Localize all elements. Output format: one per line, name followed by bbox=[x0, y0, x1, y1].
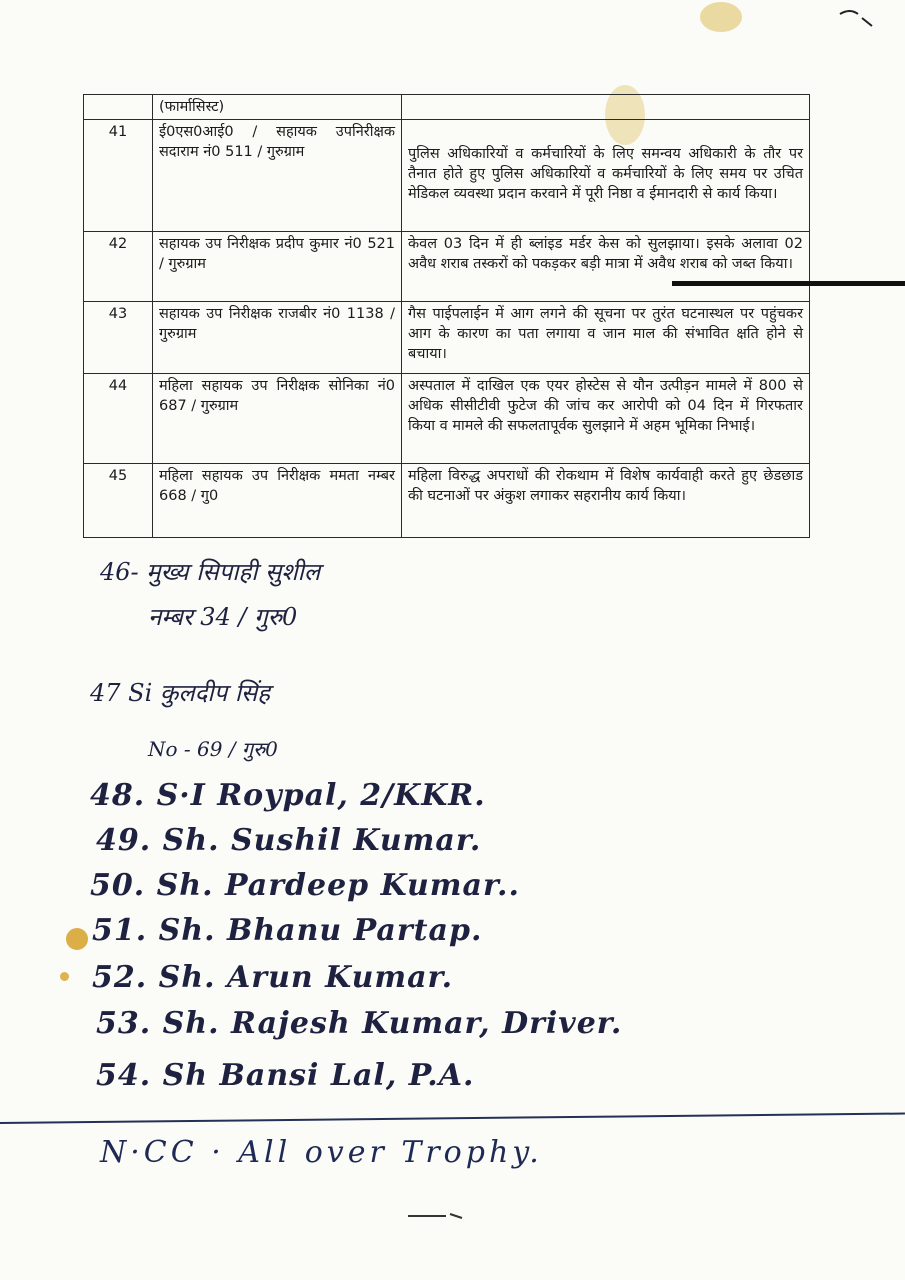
name-cell: महिला सहायक उप निरीक्षक ममता नम्बर 668 / गु0 bbox=[153, 464, 402, 538]
serial-number-cell: 42 bbox=[84, 232, 153, 302]
handwritten-entry-52: 52. Sh. Arun Kumar. bbox=[92, 960, 454, 995]
marker-line bbox=[672, 281, 905, 286]
name-cell: सहायक उप निरीक्षक प्रदीप कुमार नं0 521 / गुरुग्राम bbox=[153, 232, 402, 302]
name-cell: सहायक उप निरीक्षक राजबीर नं0 1138 / गुरुग्राम bbox=[153, 302, 402, 374]
handwritten-entry-51: 51. Sh. Bhanu Partap. bbox=[92, 913, 483, 948]
description-cell: गैस पाईपलाईन में आग लगने की सूचना पर तुरंत घटनास्थल पर पहुंचकर आग के कारण का पता लगाया व जान माल की संभावित क्षति होने से बचाया। bbox=[402, 302, 810, 374]
name-cell: ई0एस0आई0 / सहायक उपनिरीक्षक सदाराम नं0 511 / गुरुग्राम bbox=[153, 120, 402, 232]
table-row bbox=[84, 374, 810, 464]
handwritten-entry-47-line2: No - 69 / गुरु0 bbox=[148, 737, 278, 761]
serial-number-cell: 44 bbox=[84, 374, 153, 464]
serial-number-cell: 43 bbox=[84, 302, 153, 374]
handwritten-entry-50: 50. Sh. Pardeep Kumar.. bbox=[90, 868, 520, 903]
footer-heading: N·CC · All over Trophy. bbox=[100, 1135, 543, 1170]
handwritten-entry-48: 48. S·I Roypal, 2/KKR. bbox=[90, 778, 486, 813]
corner-mark-icon bbox=[838, 6, 878, 30]
table-row bbox=[84, 120, 810, 232]
awards-table bbox=[83, 94, 810, 538]
handwritten-entry-47-line1: 47 Si कुलदीप सिंह bbox=[90, 679, 271, 707]
table-row bbox=[84, 302, 810, 374]
stain-top-right bbox=[700, 2, 742, 32]
table-row bbox=[84, 95, 810, 120]
description-cell: अस्पताल में दाखिल एक एयर होस्टेस से यौन उत्पीड़न मामले में 800 से अधिक सीसीटीवी फुटेज की जांच कर आरोपी को 04 दिन में गिरफतार किया व मामले की सफलतापूर्वक सुलझाने में अहम भूमिका निभाई। bbox=[402, 374, 810, 464]
serial-number-cell: 45 bbox=[84, 464, 153, 538]
description-cell: पुलिस अधिकारियों व कर्मचारियों के लिए समन्वय अधिकारी के तौर पर तैनात होते हुए पुलिस अधिकारियों व कर्मचारियों के लिए समय पर उचित मेडिकल व्यवस्था प्रदान करवाने में पूरी निष्ठा व ईमानदारी से कार्य किया। bbox=[402, 120, 810, 232]
name-cell: महिला सहायक उप निरीक्षक सोनिका नं0 687 / गुरुग्राम bbox=[153, 374, 402, 464]
handwritten-entry-46-line2: नम्बर 34 / गुरु0 bbox=[148, 603, 298, 631]
description-cell: केवल 03 दिन में ही ब्लांइड मर्डर केस को सुलझाया। इसके अलावा 02 अवैध शराब तस्करों को पकड़कर बड़ी मात्रा में अवैध शराब को जब्त किया। bbox=[402, 232, 810, 302]
stain-left bbox=[66, 928, 88, 950]
serial-number-cell bbox=[84, 95, 153, 120]
stain-left-small bbox=[60, 972, 69, 981]
name-cell: (फार्मासिस्ट) bbox=[153, 95, 402, 120]
table-row bbox=[84, 232, 810, 302]
handwritten-entry-53: 53. Sh. Rajesh Kumar, Driver. bbox=[96, 1006, 623, 1041]
handwritten-entry-46-line1: 46- मुख्य सिपाही सुशील bbox=[100, 558, 321, 586]
handwritten-entry-49: 49. Sh. Sushil Kumar. bbox=[96, 823, 482, 858]
separator-line bbox=[0, 1113, 905, 1124]
bottom-mark-icon bbox=[406, 1210, 466, 1222]
description-cell bbox=[402, 95, 810, 120]
handwritten-entry-54: 54. Sh Bansi Lal, P.A. bbox=[96, 1058, 475, 1093]
table-row bbox=[84, 464, 810, 538]
serial-number-cell: 41 bbox=[84, 120, 153, 232]
description-cell: महिला विरुद्ध अपराधों की रोकथाम में विशेष कार्यवाही करते हुए छेडछाड की घटनाओं पर अंकुश लगाकर सहरानीय कार्य किया। bbox=[402, 464, 810, 538]
